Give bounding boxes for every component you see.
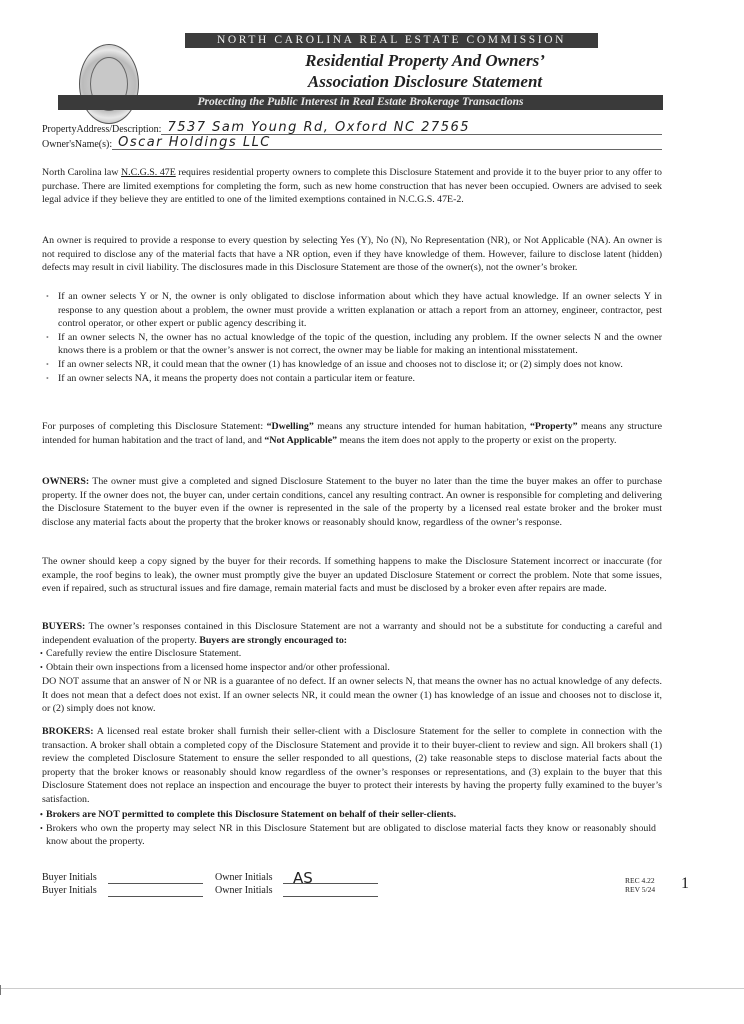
owner-name-field[interactable]: Oscar Holdings LLC bbox=[112, 136, 662, 150]
rev-code: REC 4.22 bbox=[625, 876, 655, 885]
property-address-label: PropertyAddress/Description: bbox=[42, 124, 162, 135]
list-item: • If an owner selects NA, it means the property does not contain a particular item or feature. bbox=[42, 372, 662, 386]
buyer-initials-field-1[interactable] bbox=[108, 872, 203, 884]
property-address-field[interactable]: 7537 Sam Young Rd, Oxford NC 27565 bbox=[161, 121, 662, 135]
owner-initials-label: Owner Initials bbox=[215, 872, 273, 883]
list-item: • Brokers are NOT permitted to complete this Disclosure Statement on behalf of their seller-clients. bbox=[36, 808, 656, 822]
def-not-applicable: “Not Applicable” bbox=[264, 434, 338, 446]
list-item: • If an owner selects NR, it could mean that the owner (1) has knowledge of an issue and chooses not to disclose it; or (2) simply does not know. bbox=[42, 358, 662, 372]
buyers-paragraph bbox=[42, 620, 662, 647]
owner-initials-field-2[interactable] bbox=[283, 885, 378, 897]
def-text: means the item does not apply to the property or exist on the property. bbox=[337, 434, 617, 446]
owner-name-label: Owner'sName(s): bbox=[42, 139, 113, 150]
def-dwelling: “Dwelling” bbox=[266, 421, 314, 432]
buyer-initials-field-2[interactable] bbox=[108, 885, 203, 897]
def-text: means any structure intended for human habitation and the tract of land, and bbox=[42, 421, 662, 446]
broker-rules-list bbox=[36, 808, 656, 849]
owners-text: The owner must give a completed and signed Disclosure Statement to the buyer no later than the time the buyer makes an offer to purchase property. If the owner does not, the buyer can, under certain conditions, cancel any resulting contract. An owner is responsible for completing and delivering the Disclosure Statement to the buyer even if the owner is represented in the sale of the property by a licensed real estate broker and the broker must disclose any material facts about the property that the broker knows or reasonably should know, regardless of the owner’s response. bbox=[42, 476, 662, 528]
page-number: 1 bbox=[681, 875, 689, 892]
buyers-heading: BUYERS: bbox=[42, 621, 86, 632]
initials-row-2 bbox=[42, 884, 378, 897]
owner-name-row bbox=[42, 136, 662, 150]
tagline-banner: Protecting the Public Interest in Real Estate Brokerage Transactions bbox=[58, 95, 663, 110]
owner-initials-signature: AS bbox=[293, 869, 313, 887]
statute-link: N.C.G.S. 47E bbox=[121, 167, 176, 178]
list-item: • Obtain their own inspections from a licensed home inspector and/or other professional. bbox=[36, 661, 656, 675]
brokers-paragraph bbox=[42, 725, 662, 807]
buyers-warning: DO NOT assume that an answer of N or NR is a guarantee of no defect. If an owner selects N, that means the owner has no actual knowledge of any defects. It does not mean that a defect does not exist. If an owner selects NR, it could mean the owner (1) has knowledge of an issue and chooses not to disclose it, or (2) simply does not know. bbox=[42, 676, 662, 715]
buyer-initials-label: Buyer Initials bbox=[42, 885, 97, 896]
def-property: “Property” bbox=[529, 421, 578, 432]
initials-block bbox=[42, 871, 378, 897]
scan-artifact-tick bbox=[0, 985, 1, 995]
def-text: For purposes of completing this Disclosure Statement: bbox=[42, 421, 267, 432]
requirement-paragraph: An owner is required to provide a response to every question by selecting Yes (Y), No (N), No Representation (NR), or Not Applicable (NA). An owner is not required to disclose any of the material facts that have a NR option, even if they have knowledge of them. However, failure to disclose latent (hidden) defects may result in civil liability. The disclosures made in this Disclosure Statement are those of the owner(s), not the owner’s broker. bbox=[42, 235, 662, 274]
def-text: means any structure intended for human habitation, bbox=[313, 421, 530, 432]
property-address-row bbox=[42, 121, 662, 135]
copy-note-paragraph: The owner should keep a copy signed by the buyer for their records. If something happens to make the Disclosure Statement incorrect or inaccurate (for example, the roof begins to leak), the owner must promptly give the buyer an updated Disclosure Statement or correct the problem. Note that some issues, even if repaired, such as structural issues and fire damage, remain material facts and must be disclosed by a broker even after repairs are made. bbox=[42, 556, 662, 595]
form-revision bbox=[625, 876, 655, 894]
commission-seal-icon bbox=[79, 44, 139, 124]
owner-initials-label: Owner Initials bbox=[215, 885, 273, 896]
intro-paragraph bbox=[42, 166, 662, 207]
list-item: • If an owner selects N, the owner has no actual knowledge of the topic of the question, including any problem. If the owner selects N and the owner knows there is a problem or that the owner’s answer is not correct, the owner may be liable for making an intentional misstatement. bbox=[42, 331, 662, 358]
buyers-encouraged: Buyers are strongly encouraged to: bbox=[199, 634, 348, 646]
owner-initials-field-1[interactable] bbox=[283, 869, 378, 887]
owners-paragraph bbox=[42, 475, 662, 529]
commission-banner: NORTH CAROLINA REAL ESTATE COMMISSION bbox=[185, 33, 598, 48]
form-title-line2: Association Disclosure Statement bbox=[307, 72, 543, 91]
list-item: • If an owner selects Y or N, the owner is only obligated to disclose information about which they have actual knowledge. If an owner selects Y in response to any question about a problem, the owner must provide a written explanation or attach a report from an attorney, engineer, contractor, pest control operator, or other expert or public agency describing it. bbox=[42, 290, 662, 331]
intro-lead: North Carolina law bbox=[42, 167, 122, 178]
form-title-line1: Residential Property And Owners’ bbox=[305, 51, 545, 70]
response-options-list bbox=[42, 290, 662, 385]
intro-rest: requires residential property owners to complete this Disclosure Statement and provide it to the buyer prior to any offer to purchase. There are limited exemptions for completing the form, such as new home construction that has never been occupied. Owners are advised to seek legal advice if they believe they are entitled to one of the limited exemptions contained in N.C.G.S. 47E-2. bbox=[42, 167, 662, 206]
brokers-heading: BROKERS: bbox=[42, 726, 94, 737]
definitions-paragraph bbox=[42, 420, 662, 447]
list-item: • Carefully review the entire Disclosure Statement. bbox=[36, 647, 656, 661]
scan-artifact-line bbox=[0, 988, 744, 989]
initials-row-1 bbox=[42, 869, 378, 887]
rev-date: REV 5/24 bbox=[625, 885, 656, 894]
owners-heading: OWNERS: bbox=[42, 476, 90, 487]
buyer-initials-label: Buyer Initials bbox=[42, 872, 97, 883]
brokers-text: A licensed real estate broker shall furnish their seller-client with a Disclosure Statement for the seller to complete in connection with the transaction. A broker shall obtain a completed copy of the Disclosure Statement and provide it to their buyer-client to review and sign. All brokers shall (1) review the completed Disclosure Statement to ensure the seller responded to all questions, (2) take reasonable steps to disclose material facts about the property that the broker knows or reasonably should know regardless of the owner’s responses or representations, and (3) explain to the buyer that this Disclosure Statement does not replace an inspection and encourage the buyer to protect their interests by having the property fully examined to the buyer’s satisfaction. bbox=[42, 726, 662, 805]
list-item: • Brokers who own the property may select NR in this Disclosure Statement but are obligated to disclose material facts they know or reasonably should know about the property. bbox=[36, 822, 656, 849]
buyer-recommendations-list bbox=[36, 647, 656, 674]
buyers-text: The owner’s responses contained in this Disclosure Statement are not a warranty and should not be a substitute for conducting a careful and independent evaluation of the property. bbox=[42, 621, 662, 646]
